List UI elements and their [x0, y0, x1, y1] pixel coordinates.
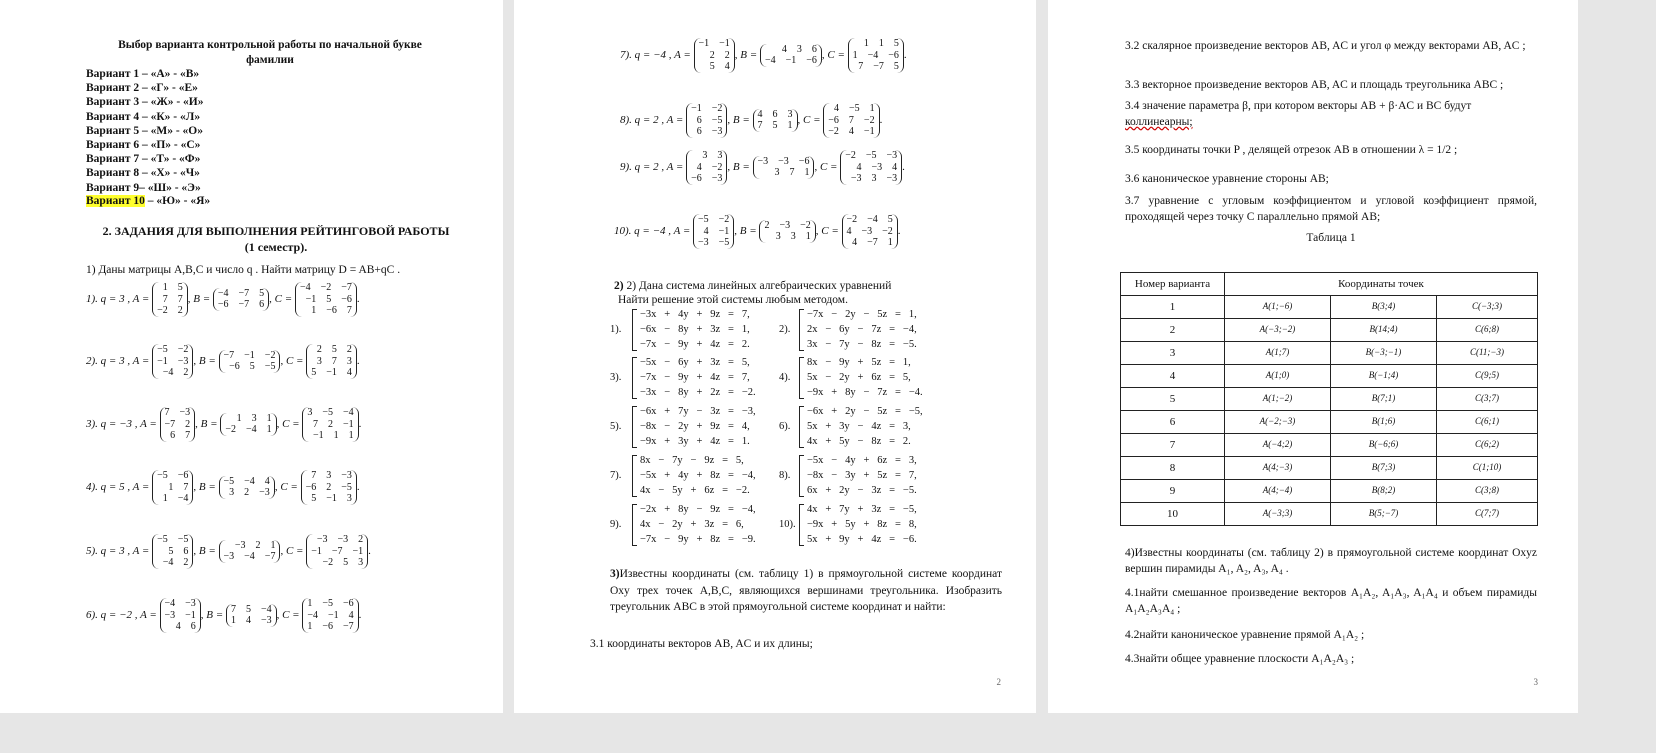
system-label: 5). — [610, 421, 622, 432]
equation-row: 4x + 5y − 8z = 2. — [807, 436, 911, 447]
task-3-5: 3.5 координаты точки P , делящей отрезок AB в отношении λ = 1/2 ; — [1125, 144, 1458, 156]
task-4-3: 4.3найти общее уравнение плоскости A₁A₂A₃ ; — [1125, 653, 1355, 665]
matrix-b: 4 6 3 7 5 1 — [753, 109, 798, 132]
variant-number-cell: 6 — [1121, 411, 1225, 434]
matrix-label: 5). q = 3 , — [86, 544, 133, 557]
matrix-label: 8). q = 2 , — [620, 113, 667, 126]
system-brace — [799, 357, 804, 399]
table-row — [1121, 411, 1538, 434]
matrix-b: −3 −3 −6 3 7 1 — [753, 156, 815, 179]
matrix-a: 1 5 7 7 −2 2 — [152, 282, 188, 317]
matrix-a: 3 3 4 −2 −6 −3 — [686, 150, 727, 185]
matrix-a-label: A = — [132, 544, 153, 557]
task-3-3: 3.3 векторное произведение векторов AB, AC и площадь треугольника ABC ; — [1125, 79, 1504, 91]
matrix-a: −4 −3 −3 −1 4 6 — [160, 598, 201, 633]
point-cell: B(5;−7) — [1331, 503, 1437, 526]
point-cell: C(6;8) — [1437, 319, 1538, 342]
point-cell: C(3;8) — [1437, 480, 1538, 503]
equation-row: −6x + 7y − 3z = −3, — [640, 406, 756, 417]
matrix-b: −7 −1 −2 −6 5 −5 — [219, 350, 281, 373]
matrix-a-label: A = — [132, 480, 153, 493]
matrix-set-7: 7). q = −4 , A = −1 −1 2 2 5 4 , B = 4 3 6 −4 −1 −6 , C = 1 1 5 1 −4 −6 7 −7 5 . — [620, 38, 907, 72]
table-row — [1121, 434, 1538, 457]
system-brace — [799, 455, 804, 497]
point-cell: B(14;4) — [1331, 319, 1437, 342]
task-2-line-1: 2) 2) Дана система линейных алгебраических уравнений — [614, 280, 892, 292]
table-row — [1121, 503, 1538, 526]
matrix-c: −4 −2 −7 −1 5 −6 1 −6 7 — [295, 282, 357, 317]
system-brace — [632, 455, 637, 497]
equation-row: 4x − 2y + 3z = 6, — [640, 519, 744, 530]
table-row — [1121, 296, 1538, 319]
system-brace — [632, 504, 637, 546]
point-cell: A(1;7) — [1225, 342, 1331, 365]
matrix-c-label: C = — [282, 417, 303, 430]
matrix-set-3: 3). q = −3 , A = 7 −3 −7 2 6 7 , B = 1 3 1 −2 −4 1 , C = 3 −5 −4 7 2 −1 −1 1 1 . — [86, 407, 362, 441]
matrix-b: 2 −3 −2 3 3 1 — [759, 220, 815, 243]
equation-system — [640, 307, 750, 352]
point-cell: C(−3;3) — [1437, 296, 1538, 319]
matrix-set-1: 1). q = 3 , A = 1 5 7 7 −2 2 , B = −4 −7 5 −6 −7 6 , C = −4 −2 −7 −1 5 −6 1 −6 7 . — [86, 282, 360, 316]
equation-row: 8x − 7y − 9z = 5, — [640, 455, 744, 466]
system-brace — [632, 309, 637, 351]
table-row — [1121, 457, 1538, 480]
system-label: 10). — [779, 519, 796, 530]
equation-system — [807, 453, 917, 498]
variant-10 — [86, 194, 210, 209]
matrix-label: 10). q = −4 , — [614, 224, 674, 237]
equation-row: −7x − 2y − 5z = 1, — [807, 309, 917, 320]
point-cell: A(−3;−2) — [1225, 319, 1331, 342]
matrix-c-label: C = — [282, 608, 303, 621]
point-cell: C(7;7) — [1437, 503, 1538, 526]
variant-item: Вариант 3 – «Ж» - «И» — [86, 96, 204, 109]
matrix-b: −5 −4 4 3 2 −3 — [219, 476, 275, 499]
matrix-label: 9). q = 2 , — [620, 160, 667, 173]
task-4-2: 4.2найти каноническое уравнение прямой A₁A₂ ; — [1125, 629, 1365, 641]
point-cell: A(4;−4) — [1225, 480, 1331, 503]
table-header-cell: Координаты точек — [1225, 273, 1538, 296]
matrix-label: 4). q = 5 , — [86, 480, 133, 493]
variant-item: Вариант 4 – «К» - «Л» — [86, 110, 201, 123]
section-subtitle: (1 семестр). — [244, 240, 308, 254]
matrix-set-5: 5). q = 3 , A = −5 −5 5 6 −4 2 , B = −3 2 1 −3 −4 −7 , C = −3 −3 2 −1 −7 −1 −2 5 3 . — [86, 534, 371, 568]
task-3: 3)Известны координаты (см. таблицу 1) в прямоугольной системе координат Oxy трех точек A,B,C, являющихся вершинами треугольника. Изобразить треугольник ABC в этой прямоугольной системе координат и найти: — [610, 568, 1002, 613]
equation-row: 5x + 9y + 4z = −6. — [807, 534, 917, 545]
matrix-b: 1 3 1 −2 −4 1 — [220, 413, 276, 436]
matrix-b: −3 2 1 −3 −4 −7 — [219, 540, 281, 563]
equation-system — [807, 502, 917, 547]
point-cell: A(1;0) — [1225, 365, 1331, 388]
matrix-a-label: A = — [140, 608, 160, 621]
point-cell: B(8;2) — [1331, 480, 1437, 503]
equation-row: 2x − 6y − 7z = −4, — [807, 324, 917, 335]
equation-row: −7x − 9y + 4z = 7, — [640, 372, 750, 383]
matrix-c: 1 1 5 1 −4 −6 7 −7 5 — [848, 38, 904, 73]
matrix-c: 7 3 −3 −6 2 −5 5 −1 3 — [301, 470, 357, 505]
task-2-line-2: Найти решение этой системы любым методом. — [618, 294, 848, 306]
matrix-c-label: C = — [280, 480, 301, 493]
page-1 — [0, 0, 503, 713]
system-brace — [799, 406, 804, 448]
equation-system — [640, 404, 756, 449]
matrix-c: −3 −3 2 −1 −7 −1 −2 5 3 — [306, 534, 368, 569]
matrix-label: 2). q = 3 , — [86, 354, 133, 367]
matrix-b: 4 3 6 −4 −1 −6 — [760, 44, 822, 67]
matrix-set-6: 6). q = −2 , A = −4 −3 −3 −1 4 6 , B = 7 5 −4 1 4 −3 , C = 1 −5 −6 −4 −1 4 1 −6 −7 . — [86, 598, 362, 632]
point-cell: C(6;1) — [1437, 411, 1538, 434]
system-label: 4). — [779, 372, 791, 383]
task-3-2: 3.2 скалярное произведение векторов AB, AC и угол φ между векторами AB, AC ; — [1125, 40, 1526, 52]
equation-row: 5x + 3y − 4z = 3, — [807, 421, 911, 432]
matrix-a-label: A = — [666, 113, 687, 126]
point-cell: A(−4;2) — [1225, 434, 1331, 457]
page-3 — [1048, 0, 1578, 713]
coordinates-table — [1120, 272, 1538, 526]
equation-row: −5x − 6y + 3z = 5, — [640, 357, 750, 368]
equation-row: −5x − 4y + 6z = 3, — [807, 455, 917, 466]
point-cell: A(1;−2) — [1225, 388, 1331, 411]
task-3-4: 3.4 значение параметра β, при котором векторы AB + β·AC и BC будут — [1125, 100, 1472, 112]
highlighted-text: Вариант 10 — [86, 195, 145, 207]
point-cell: A(4;−3) — [1225, 457, 1331, 480]
system-brace — [799, 504, 804, 546]
point-cell: B(1;6) — [1331, 411, 1437, 434]
matrix-c-label: C = — [285, 544, 307, 557]
equation-row: −7x − 9y + 8z = −9. — [640, 534, 756, 545]
task-3-7: 3.7 уравнение с угловым коэффициентом и угловой коэффициент прямой, проходящей через точку C параллельно прямой AB; — [1125, 195, 1537, 223]
variant-item: Вариант 6 – «П» - «С» — [86, 139, 201, 152]
table-caption: Таблица 1 — [1306, 232, 1356, 244]
equation-row: 3x − 7y − 8z = −5. — [807, 339, 917, 350]
point-cell: B(7;3) — [1331, 457, 1437, 480]
variant-number-cell: 5 — [1121, 388, 1225, 411]
matrix-c-label: C = — [803, 113, 824, 126]
matrix-set-2: 2). q = 3 , A = −5 −2 −1 −3 −4 2 , B = −7 −1 −2 −6 5 −5 , C = 2 5 2 3 7 3 5 −1 4 . — [86, 344, 360, 378]
equation-system — [807, 355, 923, 400]
variant-number-cell: 4 — [1121, 365, 1225, 388]
matrix-b-label: B = — [739, 224, 760, 237]
system-brace — [632, 406, 637, 448]
matrix-b-label: B = — [200, 417, 221, 430]
system-label: 2). — [779, 324, 791, 335]
variant-list — [86, 67, 204, 195]
system-label: 1). — [610, 324, 622, 335]
matrix-set-10: 10). q = −4 , A = −5 −2 4 −1 −3 −5 , B = 2 −3 −2 3 3 1 , C = −2 −4 5 4 −3 −2 4 −7 1 . — [614, 214, 901, 248]
matrix-b: −4 −7 5 −6 −7 6 — [213, 288, 269, 311]
matrix-c: 3 −5 −4 7 2 −1 −1 1 1 — [302, 407, 358, 442]
matrix-a-label: A = — [673, 224, 694, 237]
equation-row: −9x + 3y + 4z = 1. — [640, 436, 750, 447]
matrix-c-label: C = — [819, 160, 841, 173]
equation-row: −8x − 2y + 9z = 4, — [640, 421, 750, 432]
matrix-label: 3). q = −3 , — [86, 417, 141, 430]
matrix-a: −5 −2 4 −1 −3 −5 — [693, 214, 734, 249]
page-number: 2 — [996, 677, 1001, 687]
equation-system — [640, 355, 756, 400]
matrix-a: −1 −1 2 2 5 4 — [694, 38, 735, 73]
matrix-c-label: C = — [285, 354, 307, 367]
variant-number-cell: 3 — [1121, 342, 1225, 365]
variant-item: Вариант 1 – «А» - «В» — [86, 68, 200, 80]
matrix-c: 4 −5 1 −6 7 −2 −2 4 −1 — [823, 103, 879, 138]
equation-row: −6x − 8y + 3z = 1, — [640, 324, 750, 335]
system-brace — [799, 309, 804, 351]
variant-item: Вариант 9– «Ш» - «Э» — [86, 181, 201, 194]
point-cell: B(−6;6) — [1331, 434, 1437, 457]
table-row — [1121, 365, 1538, 388]
table-header-cell: Номер варианта — [1121, 273, 1225, 296]
matrix-c: −2 −4 5 4 −3 −2 4 −7 1 — [842, 214, 898, 249]
page-number: 3 — [1533, 677, 1538, 687]
matrix-a-label: A = — [132, 354, 153, 367]
point-cell: C(1;10) — [1437, 457, 1538, 480]
equation-system — [807, 307, 917, 352]
variant-number-cell: 9 — [1121, 480, 1225, 503]
table-row — [1121, 342, 1538, 365]
equation-row: −6x + 2y − 5z = −5, — [807, 406, 923, 417]
point-cell: B(−1;4) — [1331, 365, 1437, 388]
matrix-b-label: B = — [732, 160, 753, 173]
equation-row: 5x − 2y + 6z = 5, — [807, 372, 911, 383]
section-title: 2. ЗАДАНИЯ ДЛЯ ВЫПОЛНЕНИЯ РЕЙТИНГОВОЙ РАБОТЫ — [102, 224, 450, 238]
matrix-a: 7 −3 −7 2 6 7 — [160, 407, 196, 442]
table-row — [1121, 319, 1538, 342]
variant-number-cell: 7 — [1121, 434, 1225, 457]
variant-item: Вариант 5 – «М» - «О» — [86, 124, 203, 137]
matrix-a-label: A = — [666, 160, 687, 173]
point-cell: C(11;−3) — [1437, 342, 1538, 365]
equation-row: 4x − 5y + 6z = −2. — [640, 485, 750, 496]
matrix-c-label: C = — [827, 48, 848, 61]
task-4-1: 4.1найти смешанное произведение векторов A₁A₂, A₁A₃, A₁A₄ и объем пирамиды A₁A₂A₃A₄ ; — [1125, 587, 1537, 615]
equation-row: 4x + 7y + 3z = −5, — [807, 504, 917, 515]
table-row — [1121, 388, 1538, 411]
point-cell: A(−3;3) — [1225, 503, 1331, 526]
system-label: 6). — [779, 421, 791, 432]
page-title: Выбор варианта контрольной работы по начальной букве фамилии — [118, 39, 422, 66]
matrix-set-9: 9). q = 2 , A = 3 3 4 −2 −6 −3 , B = −3 −3 −6 3 7 1 , C = −2 −5 −3 4 −3 4 −3 3 −3 . — [620, 150, 905, 184]
point-cell: B(3;4) — [1331, 296, 1437, 319]
system-label: 3). — [610, 372, 622, 383]
matrix-label: 7). q = −4 , — [620, 48, 675, 61]
equation-row: 6x + 2y − 3z = −5. — [807, 485, 917, 496]
task-1: 1) Даны матрицы A,B,C и число q . Найти матрицу D = AB+qC . — [86, 264, 401, 276]
matrix-c-label: C = — [274, 292, 295, 305]
matrix-c-label: C = — [821, 224, 842, 237]
task-3-6: 3.6 каноническое уравнение стороны AB; — [1125, 173, 1329, 185]
variant-number-cell: 8 — [1121, 457, 1225, 480]
page-2 — [514, 0, 1036, 713]
matrix-a-label: A = — [140, 417, 160, 430]
equation-row: −7x − 9y + 4z = 2. — [640, 339, 750, 350]
equation-row: −2x + 8y − 9z = −4, — [640, 504, 756, 515]
equation-row: −5x + 4y + 8z = −4, — [640, 470, 756, 481]
matrix-b-label: B = — [193, 292, 213, 305]
equation-row: −8x − 3y + 5z = 7, — [807, 470, 917, 481]
equation-row: 8x − 9y + 5z = 1, — [807, 357, 911, 368]
matrix-c: 2 5 2 3 7 3 5 −1 4 — [306, 344, 357, 379]
matrix-b-label: B = — [206, 608, 226, 621]
matrix-c: 1 −5 −6 −4 −1 4 1 −6 −7 — [302, 598, 358, 633]
variant-item: Вариант 8 – «Х» - «Ч» — [86, 167, 200, 180]
matrix-b-label: B = — [198, 354, 219, 367]
matrix-b: 7 5 −4 1 4 −3 — [226, 604, 277, 627]
table-header-row — [1121, 273, 1538, 296]
equation-system — [640, 502, 756, 547]
matrix-set-4: 4). q = 5 , A = −5 −6 1 7 1 −4 , B = −5 −4 4 3 2 −3 , C = 7 3 −3 −6 2 −5 5 −1 3 . — [86, 470, 360, 504]
matrix-b-label: B = — [198, 480, 219, 493]
system-label: 7). — [610, 470, 622, 481]
matrix-label: 1). q = 3 , — [86, 292, 133, 305]
point-cell: B(−3;−1) — [1331, 342, 1437, 365]
variant-item: Вариант 2 – «Г» - «Е» — [86, 82, 198, 95]
matrix-a-label: A = — [674, 48, 694, 61]
matrix-a: −5 −6 1 7 1 −4 — [152, 470, 193, 505]
equation-row: −3x − 8y + 2z = −2. — [640, 387, 756, 398]
system-label: 9). — [610, 519, 622, 530]
point-cell: C(3;7) — [1437, 388, 1538, 411]
variant-number-cell: 2 — [1121, 319, 1225, 342]
equation-row: −3x + 4y + 9z = 7, — [640, 309, 750, 320]
variant-number-cell: 1 — [1121, 296, 1225, 319]
matrix-b-label: B = — [198, 544, 219, 557]
matrix-set-8: 8). q = 2 , A = −1 −2 6 −5 6 −3 , B = 4 6 3 7 5 1 , C = 4 −5 1 −6 7 −2 −2 4 −1 . — [620, 103, 883, 137]
point-cell: A(−2;−3) — [1225, 411, 1331, 434]
point-cell: C(9;5) — [1437, 365, 1538, 388]
equation-system — [640, 453, 756, 498]
point-cell: C(6;2) — [1437, 434, 1538, 457]
system-brace — [632, 357, 637, 399]
variant-number-cell: 10 — [1121, 503, 1225, 526]
matrix-label: 6). q = −2 , — [86, 608, 141, 621]
matrix-b-label: B = — [732, 113, 753, 126]
equation-system — [807, 404, 923, 449]
task-4: 4)Известны координаты (см. таблицу 2) в прямоугольной системе координат Oxyz вершин пирамиды A₁, A₂, A₃, A₄ . — [1125, 547, 1537, 575]
variant-10-rest: – «Ю» - «Я» — [144, 195, 211, 207]
matrix-a-label: A = — [132, 292, 153, 305]
equation-row: −9x + 5y + 8z = 8, — [807, 519, 917, 530]
task-3-1: 3.1 координаты векторов AB, AC и их длины; — [590, 638, 813, 650]
equation-row: −9x + 8y − 7z = −4. — [807, 387, 923, 398]
point-cell: B(7;1) — [1331, 388, 1437, 411]
point-cell: A(1;−6) — [1225, 296, 1331, 319]
matrix-a: −5 −2 −1 −3 −4 2 — [152, 344, 193, 379]
table-row — [1121, 480, 1538, 503]
matrix-a: −1 −2 6 −5 6 −3 — [686, 103, 727, 138]
matrix-a: −5 −5 5 6 −4 2 — [152, 534, 193, 569]
system-label: 8). — [779, 470, 791, 481]
matrix-b-label: B = — [740, 48, 760, 61]
matrix-c: −2 −5 −3 4 −3 4 −3 3 −3 — [840, 150, 902, 185]
variant-item: Вариант 7 – «Т» - «Ф» — [86, 153, 201, 166]
task-3-4-cont: коллинеарны; — [1125, 116, 1193, 128]
